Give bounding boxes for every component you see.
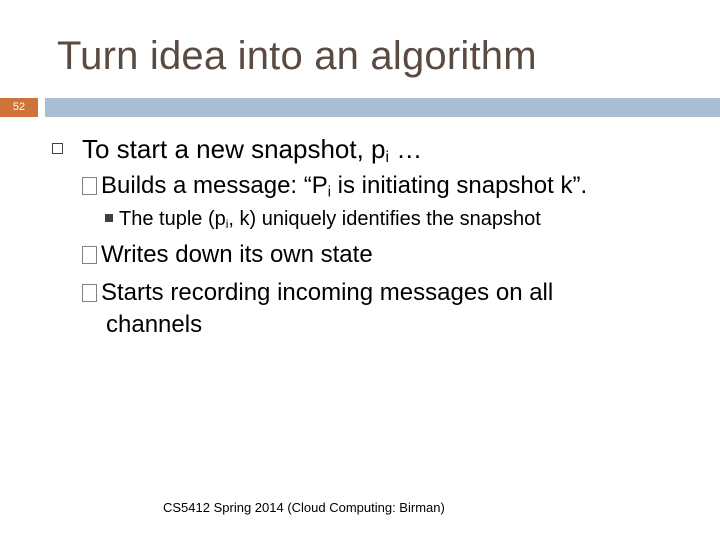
checkbox-bullet-icon [82, 246, 97, 264]
page-number-badge: 52 [0, 98, 38, 117]
bullet-tuple [105, 208, 541, 231]
bullet-text: To start a new snapshot, p [82, 134, 386, 164]
bullet-text: is initiating snapshot k”. [330, 172, 588, 199]
subscript: i [327, 184, 331, 201]
bullet-starts-recording-continued: channels [106, 311, 203, 338]
hollow-square-bullet-icon [52, 143, 63, 154]
bullet-text: The tuple (p [119, 208, 226, 230]
subscript: i [225, 217, 229, 231]
filled-square-bullet-icon [105, 214, 113, 222]
checkbox-bullet-icon [82, 284, 97, 302]
bullet-text: … [388, 134, 423, 164]
slide-title: Turn idea into an algorithm [57, 34, 537, 78]
bullet-start-snapshot [82, 134, 422, 167]
bullet-text: , k) uniquely identifies the snapshot [228, 208, 541, 230]
header-bar [45, 98, 720, 117]
bullet-writes-state [82, 241, 373, 269]
subscript: i [385, 148, 389, 166]
bullet-text: Starts recording incoming messages on all [101, 279, 554, 306]
bullet-text: Writes down its own state [101, 241, 373, 268]
bullet-text: Builds a message: “P [101, 172, 328, 199]
slide-footer: CS5412 Spring 2014 (Cloud Computing: Birman) [163, 500, 445, 515]
checkbox-bullet-icon [82, 177, 97, 195]
bullet-starts-recording [82, 279, 553, 307]
bullet-builds-message [82, 172, 587, 201]
